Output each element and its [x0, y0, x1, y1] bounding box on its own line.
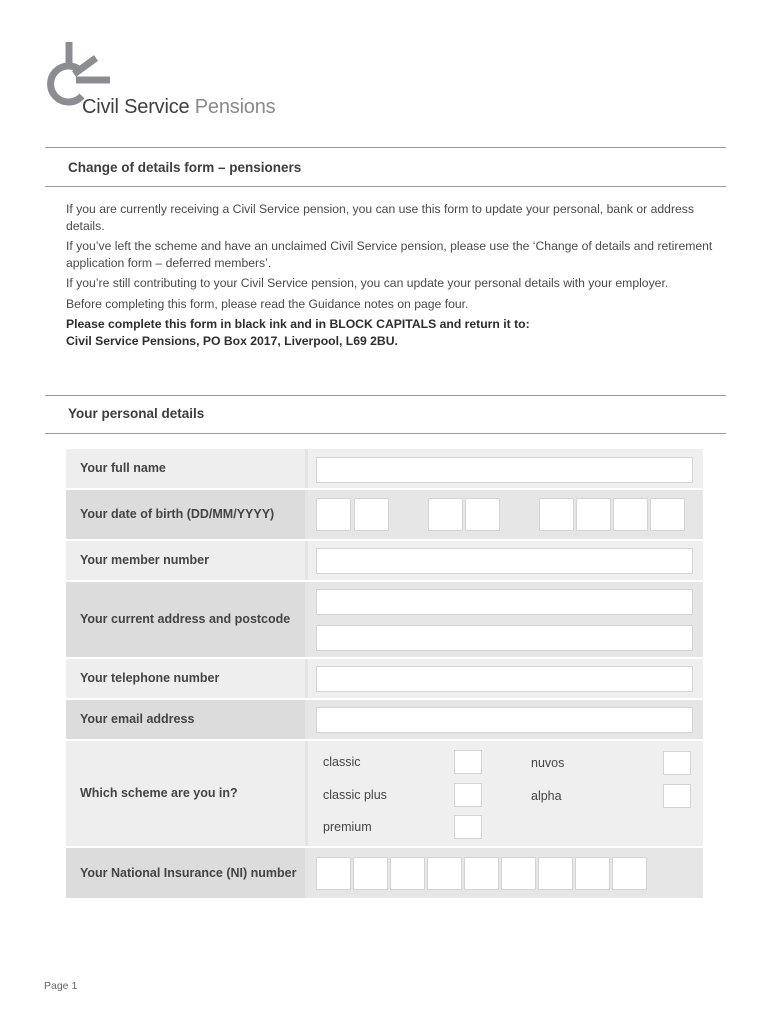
- address-line-1-field[interactable]: [316, 589, 693, 615]
- scheme-option-classic-plus-label: classic plus: [323, 788, 387, 802]
- email-field[interactable]: [316, 707, 693, 733]
- scheme-classic-checkbox[interactable]: [454, 750, 482, 774]
- full-name-label: Your full name: [66, 449, 305, 488]
- dob-day-2[interactable]: [354, 498, 389, 531]
- scheme-nuvos-checkbox[interactable]: [663, 751, 691, 775]
- member-number-label: Your member number: [66, 541, 305, 580]
- scheme-classic-plus-checkbox[interactable]: [454, 783, 482, 807]
- email-label: Your email address: [66, 700, 305, 739]
- member-number-field[interactable]: [316, 548, 693, 574]
- ni-char-2[interactable]: [353, 857, 388, 890]
- scheme-premium-checkbox[interactable]: [454, 815, 482, 839]
- scheme-alpha-checkbox[interactable]: [663, 784, 691, 808]
- ni-char-6[interactable]: [501, 857, 536, 890]
- ni-char-8[interactable]: [575, 857, 610, 890]
- title-rule-top: [45, 147, 726, 148]
- return-address: Civil Service Pensions, PO Box 2017, Liverpool, L69 2BU.: [66, 333, 398, 348]
- address-label: Your current address and postcode: [66, 582, 305, 657]
- scheme-option-classic-label: classic: [323, 755, 361, 769]
- intro-paragraph-4: Before completing this form, please read the Guidance notes on page four.: [66, 296, 469, 311]
- ni-number-row: [66, 848, 703, 898]
- scheme-label: Which scheme are you in?: [66, 741, 305, 846]
- form-title: Change of details form – pensioners: [68, 160, 302, 175]
- email-cell: [308, 700, 703, 739]
- page-number: Page 1: [44, 980, 78, 992]
- dob-month-1[interactable]: [428, 498, 463, 531]
- address-row: [66, 582, 703, 657]
- title-rule-bottom: [45, 186, 726, 187]
- ni-char-7[interactable]: [538, 857, 573, 890]
- dob-day-1[interactable]: [316, 498, 351, 531]
- scheme-option-alpha-label: alpha: [531, 789, 562, 803]
- full-name-cell: [308, 449, 703, 488]
- telephone-field[interactable]: [316, 666, 693, 692]
- personal-rule-top: [45, 395, 726, 396]
- brand-name-part2: Pensions: [194, 96, 276, 118]
- dob-year-4[interactable]: [650, 498, 685, 531]
- full-name-field[interactable]: [316, 457, 693, 483]
- ni-char-3[interactable]: [390, 857, 425, 890]
- ni-number-label: Your National Insurance (NI) number: [66, 848, 305, 898]
- intro-paragraph-1: If you are currently receiving a Civil Service pension, you can use this form to update your personal, bank or address details.: [66, 202, 694, 233]
- return-instruction: Please complete this form in black ink and in BLOCK CAPITALS and return it to:: [66, 317, 530, 331]
- ni-char-9[interactable]: [612, 857, 647, 890]
- brand-name-part1: Civil Service: [82, 96, 190, 118]
- intro-paragraph-3: If you’re still contributing to your Civil Service pension, you can update your personal details with your employer.: [66, 276, 669, 290]
- dob-year-3[interactable]: [613, 498, 648, 531]
- scheme-option-nuvos-label: nuvos: [531, 756, 565, 770]
- ni-number-cell: [308, 848, 703, 898]
- dob-label: Your date of birth (DD/MM/YYYY): [66, 490, 305, 539]
- personal-rule-bottom: [45, 433, 726, 434]
- brand-name: [82, 96, 275, 119]
- full-name-row: [66, 449, 703, 488]
- dob-month-2[interactable]: [465, 498, 500, 531]
- member-number-cell: [308, 541, 703, 580]
- personal-details-heading: Your personal details: [68, 406, 205, 421]
- telephone-cell: [308, 659, 703, 698]
- scheme-row: [66, 741, 703, 846]
- scheme-cell: [308, 741, 703, 846]
- telephone-row: [66, 659, 703, 698]
- address-cell: [308, 582, 703, 657]
- intro-text: [66, 201, 716, 349]
- ni-char-4[interactable]: [427, 857, 462, 890]
- dob-cell: [308, 490, 703, 539]
- telephone-label: Your telephone number: [66, 659, 305, 698]
- member-number-row: [66, 541, 703, 580]
- dob-year-1[interactable]: [539, 498, 574, 531]
- address-line-2-field[interactable]: [316, 625, 693, 651]
- ni-char-1[interactable]: [316, 857, 351, 890]
- ni-char-5[interactable]: [464, 857, 499, 890]
- intro-paragraph-2: If you’ve left the scheme and have an unclaimed Civil Service pension, please use the ‘Change of details and retirement application form – deferred members’.: [66, 239, 713, 270]
- scheme-option-premium-label: premium: [323, 820, 372, 834]
- dob-year-2[interactable]: [576, 498, 611, 531]
- email-row: [66, 700, 703, 739]
- dob-row: [66, 490, 703, 539]
